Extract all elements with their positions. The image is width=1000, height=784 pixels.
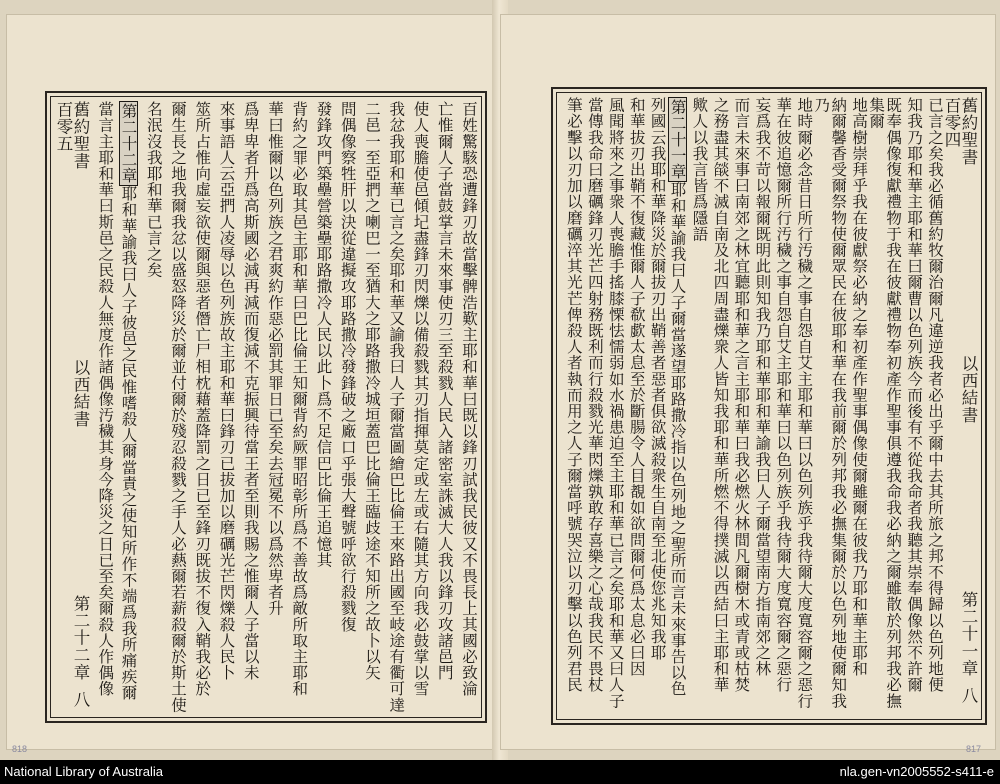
column-text: 當傳我命曰磨礪鋒刃光芒四射務既利而行殺戮光華閃爍孰敢存喜樂之心哉我民不畏杖 bbox=[585, 97, 604, 693]
text-column bbox=[429, 101, 453, 713]
column-text: 已言之矣我必循舊約牧爾治爾凡違逆我者必出乎爾中去其所旅之邦不得歸以色列地便 bbox=[926, 97, 944, 693]
column-text: 耶和華諭我曰人子爾當遂望耶路撒冷指以色列地之聖所而言未來事告以色 bbox=[668, 181, 687, 697]
text-column bbox=[770, 97, 791, 715]
pencil-folio-left: 818 bbox=[12, 744, 28, 754]
column-text: 我忿我耶和華已言之矣耶和華又諭我曰人子爾當圖繪巴比倫王來路出國至岐途有衢可達 bbox=[387, 101, 406, 713]
column-text: 筮所占惟向虛妄欲使爾與惡者僭亡尸相枕藉蓋降罰之日已至鋒刃既拔不復入鞘我必於 bbox=[193, 101, 212, 697]
page-number: 八百零四 bbox=[942, 97, 978, 705]
column-text: 地時爾必念昔日所行汚穢之事自怨自艾主耶和華曰以色列族乎我待爾大度寬容爾之惡行 bbox=[795, 97, 814, 709]
text-column bbox=[259, 101, 283, 713]
left-text-columns bbox=[55, 101, 477, 713]
text-column bbox=[404, 101, 428, 713]
column-text: 和華拔刃出鞘不復藏惟爾人子欷歔太息至於斷腸令人目覩如欲問爾何爲太息必曰因 bbox=[627, 97, 646, 677]
column-text: 既奉偶像復獻禮物于我在彼獻禮物奉初產作聖事俱遵我命我必納之爾雖散於列邦我必撫集爾 bbox=[867, 97, 903, 709]
text-column bbox=[922, 97, 943, 715]
text-column bbox=[846, 97, 867, 715]
column-text: 爾生長之地我爾我忿以盛怒降災於爾並付爾於殘忍殺戮之手人必爇爾若薪殺爾於斯土使 bbox=[169, 101, 187, 713]
column-text: 背約之罪必取其邑主耶和華曰巴比倫王知爾背約厥罪昭彰所爲不善故爲敵所取主耶和 bbox=[290, 101, 309, 697]
right-page bbox=[500, 14, 996, 750]
column-text: 而言未來事曰南郊之林宜聽耶和華之言主耶和華曰我必燃火林間凡爾樹木或青或枯焚 bbox=[732, 97, 751, 693]
column-text: 華在彼追憶爾所行汚穢之事自怨自艾主耶和華曰以色列族乎我待爾大度寬容爾之惡行 bbox=[774, 97, 793, 693]
book-name: 以西結書 bbox=[71, 359, 90, 428]
column-text: 亡惟爾人子當鼓掌言未來事使刃三至殺戮人民入諸密室誅滅大人我以鋒刃攻諸邑門 bbox=[435, 101, 454, 681]
column-text: 之務盡其燄不滅自南及北四周盡爍衆人皆知我耶和華所燃不得撲滅以西結曰主耶和華 bbox=[711, 97, 730, 693]
book-name: 以西結書 bbox=[959, 355, 978, 424]
footer-library-name: National Library of Australia bbox=[4, 764, 163, 779]
text-column bbox=[749, 97, 770, 715]
column-text: 二邑一至亞捫之喇巴一至猶大之耶路撒冷城垣蓋巴比倫王臨歧途不知所之故卜以矢 bbox=[363, 101, 381, 681]
footer-identifier: nla.gen-vn2005552-s411-e bbox=[839, 764, 994, 779]
column-text: 歟人以我言皆爲隱語 bbox=[690, 97, 709, 242]
text-column bbox=[728, 97, 749, 715]
column-text: 名泯沒我耶和華已言之矣 bbox=[144, 101, 163, 279]
text-column bbox=[687, 97, 708, 715]
pencil-folio-right: 817 bbox=[966, 744, 982, 754]
text-column bbox=[603, 97, 624, 715]
column-text: 列國云我耶和華降災於爾拔刃出鞘善者惡者俱欲滅殺衆生自南至北使您兆知我耶 bbox=[648, 97, 667, 661]
text-column bbox=[380, 101, 404, 713]
margin-header-column bbox=[55, 101, 89, 713]
chapter-heading: 第二十一章 bbox=[668, 99, 687, 180]
left-text-frame bbox=[45, 91, 487, 723]
column-text: 納爾馨香受爾祭物使爾眾民在彼耶和華在我前爾於列邦我必撫集爾於以色列地使爾知我乃 bbox=[812, 97, 848, 709]
column-text: 問偶像察牲肝以決從違擬攻耶路撒冷發鋒破之廠口乎張大聲號呼欲行殺戮復 bbox=[338, 101, 357, 633]
text-column bbox=[453, 101, 477, 713]
text-column bbox=[210, 101, 234, 713]
column-text: 百姓驚駭恐遭鋒刃故當擊髀浩歎主耶和華曰既以鋒刃試我民彼又不畏長上其國必致淪 bbox=[460, 101, 478, 697]
text-column bbox=[791, 97, 812, 715]
text-column bbox=[113, 101, 137, 713]
text-column bbox=[666, 97, 687, 715]
text-column bbox=[162, 101, 186, 713]
text-column bbox=[356, 101, 380, 713]
footer-bar bbox=[0, 760, 1000, 784]
text-column bbox=[332, 101, 356, 713]
chapter-heading: 第二十二章 bbox=[119, 103, 138, 184]
left-page bbox=[6, 14, 498, 750]
running-title: 舊約聖書 bbox=[959, 97, 978, 166]
right-text-frame bbox=[551, 87, 987, 725]
margin-header-column bbox=[943, 97, 977, 715]
column-text: 使人喪膽使邑傾圮盡鋒刃閃爍以備殺戮其刃指揮莫定或左或右隨其方向我必鼓掌以雪 bbox=[411, 101, 430, 697]
text-column bbox=[812, 97, 846, 715]
text-column bbox=[138, 101, 162, 713]
text-column bbox=[645, 97, 666, 715]
text-column bbox=[708, 97, 729, 715]
running-title: 舊約聖書 bbox=[71, 101, 90, 170]
chapter-label: 第二十二章 bbox=[71, 595, 90, 681]
text-column bbox=[186, 101, 210, 713]
text-column bbox=[867, 97, 901, 715]
column-text: 發鋒攻門築壘營築壘耶路撒冷人民以此卜爲不足信巴比倫王追憶其 bbox=[314, 101, 333, 568]
text-column bbox=[624, 97, 645, 715]
column-text: 風聞將來之事衆人喪膽手搖膝慄怯懦弱如水禍患迫至主耶和華已言之矣耶和華又曰人子 bbox=[606, 97, 625, 709]
column-text: 筆必擊以刃加以磨礪淬其光芒俾殺人者執而用之人子爾當呼號哭泣以刃擊以色列君民 bbox=[564, 97, 583, 693]
column-text: 爲卑卑者升爲高斯國必減再減而復減不克振興待當王者至則我賜之惟爾人子當以未 bbox=[241, 101, 260, 681]
column-text: 來事語人云亞捫人凌辱以色列族故主耶和華曰鋒刃已拔加以磨礪光芒閃爍殺人民卜 bbox=[217, 101, 236, 681]
column-text: 地高樹崇拜乎我在彼獻祭必納之奉初產作聖事偶像使爾雖爾在彼我乃耶和華主耶和 bbox=[850, 97, 869, 677]
text-column bbox=[901, 97, 922, 715]
column-text: 知我乃耶和華主耶和華曰爾曹以色列族今而後有不從我命者我聽其崇奉偶像然不許爾 bbox=[905, 97, 924, 693]
column-text: 華曰惟爾以色列族之君爽約作惡必罰其罪日已至矣去冠冕不以爲然卑者升 bbox=[266, 101, 284, 617]
text-column bbox=[561, 97, 582, 715]
right-text-columns bbox=[561, 97, 977, 715]
text-column bbox=[235, 101, 259, 713]
chapter-label: 第二十一章 bbox=[959, 591, 978, 677]
column-text: 妄爲我不苛以報爾既明此則知我乃耶和華耶和華諭我曰人子爾當望南方指南郊之林 bbox=[753, 97, 772, 677]
text-column bbox=[307, 101, 331, 713]
text-column bbox=[283, 101, 307, 713]
text-column bbox=[582, 97, 603, 715]
text-column bbox=[89, 101, 113, 713]
column-text: 耶和華諭我曰人子彼邑之民惟嗜殺人爾當責之使知所作不端爲我所痛疾爾 bbox=[119, 185, 138, 701]
page-number: 八百零五 bbox=[54, 101, 90, 709]
column-text: 當言主耶和華曰斯邑之民殺人無度作諸偶像汚穢其身今降災之日已至矣爾殺人作偶像 bbox=[96, 101, 115, 697]
